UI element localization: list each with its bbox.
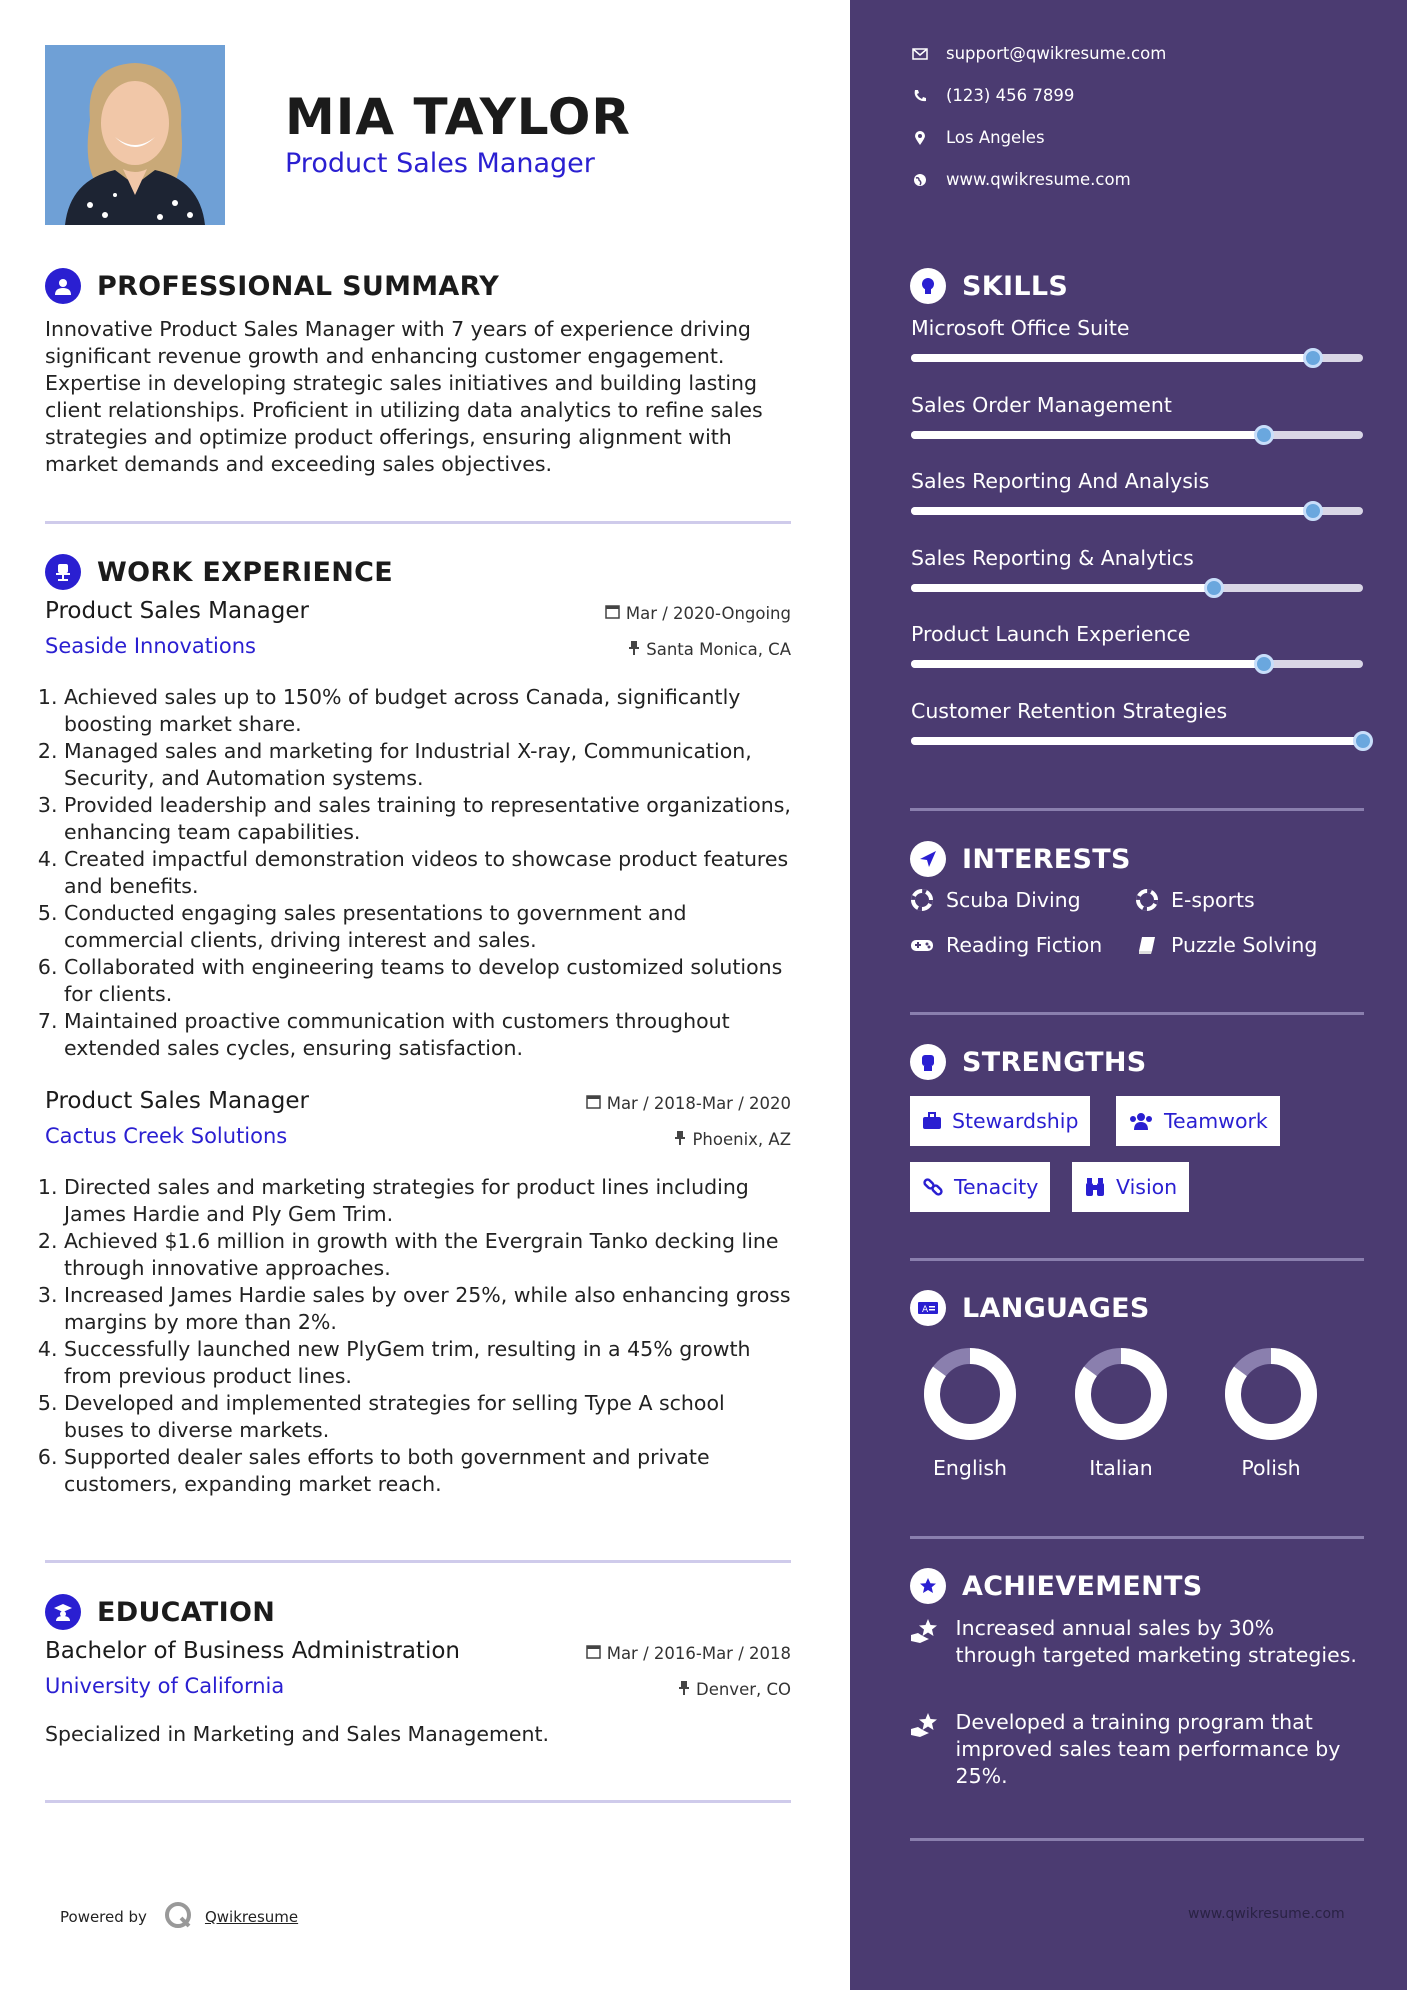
interest-item: Reading Fiction [910,933,1102,957]
summary-text: Innovative Product Sales Manager with 7 years of experience driving significant revenue growth and enhancing customer engagement. Expertise in developing strategic sales initiatives and building lasting client relationships. Proficient in utilizing data analytics to refine sales strategies and optimize product offerings, ensuring alignment with market demands and exceeding sales objectives. [45,317,763,476]
binoculars-icon [1084,1177,1106,1197]
job-entry [45,598,791,1062]
job-location: Phoenix, AZ [674,1130,791,1149]
powered-by: Powered by Qwikresume [60,1900,298,1934]
languages-heading: A LANGUAGES [910,1290,1150,1326]
summary-heading: PROFESSIONAL SUMMARY [45,268,499,304]
skill-bar-fill [911,507,1313,515]
paper-plane-icon [910,841,946,877]
job-date: Mar / 2018-Mar / 2020 [586,1094,791,1113]
skill-level-knob [1254,425,1274,445]
divider [910,808,1364,811]
divider [45,521,791,524]
life-ring-icon [910,889,934,911]
skills-heading: SKILLS [910,268,1068,304]
skill-name: Sales Reporting & Analytics [911,545,1194,570]
interest-item: Puzzle Solving [1135,933,1317,957]
life-ring-icon [1135,889,1159,911]
education-date: Mar / 2016-Mar / 2018 [586,1644,791,1663]
divider [910,1258,1364,1261]
achievements-heading: ACHIEVEMENTS [910,1568,1203,1604]
skill-name: Sales Reporting And Analysis [911,469,1210,493]
skill-item [911,469,1363,515]
pin-icon [628,640,640,659]
list-item: 7. Maintained proactive communication with customers throughout extended sales cycles, ensuring satisfaction. [64,1008,791,1062]
divider [45,1560,791,1563]
education-description: Specialized in Marketing and Sales Management. [45,1722,550,1746]
skill-bar-fill [911,354,1313,362]
strength-badge: Tenacity [910,1162,1050,1212]
lightbulb-icon [910,268,946,304]
calendar-icon [586,1094,601,1113]
list-item: 6. Collaborated with engineering teams to develop customized solutions for clients. [64,954,791,1008]
globe-icon [912,173,928,187]
skill-level-knob [1353,731,1373,751]
skill-name: Product Launch Experience [911,622,1191,646]
skill-bar-fill [911,584,1214,592]
map-marker-icon [912,130,928,146]
language-name: Italian [1089,1456,1153,1480]
job-company: Seaside Innovations [45,634,256,658]
achievement-item: Increased annual sales by 30% through targeted marketing strategies. [910,1615,1360,1669]
book-icon [1135,935,1159,955]
candidate-title: Product Sales Manager [285,148,595,179]
fist-icon [910,1044,946,1080]
phone-icon [912,89,928,103]
briefcase-icon [922,1112,942,1130]
star-hand-icon [910,1709,944,1790]
skill-item [911,699,1363,745]
chair-icon [45,554,81,590]
skill-bar [911,507,1363,515]
language-ring [1071,1344,1171,1444]
school: University of California [45,1674,285,1698]
interest-item: E-sports [1135,888,1255,912]
language-icon [910,1290,946,1326]
achievement-item: Developed a training program that improved sales team performance by 25%. [910,1709,1360,1790]
experience-heading: WORK EXPERIENCE [45,554,393,590]
pin-icon [678,1680,690,1699]
divider [45,1800,791,1803]
language-ring [1221,1344,1321,1444]
list-item: 2. Achieved $1.6 million in growth with the Evergrain Tanko decking line through innovative approaches. [64,1228,791,1282]
skill-bar [911,431,1363,439]
education-location: Denver, CO [678,1680,791,1699]
list-item: 1. Achieved sales up to 150% of budget across Canada, significantly boosting market share. [64,684,791,738]
language-item [1211,1344,1331,1480]
list-item: 3. Increased James Hardie sales by over 25%, while also enhancing gross margins by more than 2%. [64,1282,791,1336]
skill-name: Customer Retention Strategies [911,698,1228,723]
skill-bar [911,354,1363,362]
gamepad-icon [910,937,934,953]
skill-name: Sales Order Management [911,392,1172,417]
job-bullets [45,1174,791,1498]
strength-badge: Teamwork [1116,1096,1280,1146]
language-name: Polish [1241,1456,1301,1480]
skill-item [911,546,1363,592]
calendar-icon [605,604,620,623]
education-heading: EDUCATION [45,1594,275,1630]
language-item [1061,1344,1181,1480]
skill-level-knob [1204,578,1224,598]
graduate-icon [45,1594,81,1630]
job-title: Product Sales Manager [45,598,309,624]
skill-bar-fill [911,660,1264,668]
envelope-icon [912,48,928,60]
list-item: 6. Supported dealer sales efforts to both government and private customers, expanding market reach. [64,1444,791,1498]
footer-url[interactable]: www.qwikresume.com [1188,1906,1345,1922]
strengths-heading: STRENGTHS [910,1044,1147,1080]
list-item: 4. Successfully launched new PlyGem trim, resulting in a 45% growth from previous product lines. [64,1336,791,1390]
list-item: 1. Directed sales and marketing strategies for product lines including James Hardie and Ply Gem Trim. [64,1174,791,1228]
divider [910,1536,1364,1539]
list-item: 3. Provided leadership and sales training to representative organizations, enhancing team capabilities. [64,792,791,846]
skill-item [911,622,1363,668]
contact-phone[interactable]: (123) 456 7899 [912,86,1074,105]
job-location: Santa Monica, CA [628,640,791,659]
qwikresume-link[interactable]: Qwikresume [204,1908,299,1926]
skill-name: Microsoft Office Suite [911,316,1130,340]
contact-website[interactable]: www.qwikresume.com [912,170,1131,189]
skill-bar [911,737,1363,745]
language-ring [920,1344,1020,1444]
skill-item [911,393,1363,439]
job-bullets [45,684,791,1062]
list-item: 4. Created impactful demonstration videos to showcase product features and benefits. [64,846,791,900]
star-badge-icon [910,1568,946,1604]
divider [910,1012,1364,1015]
job-entry [45,1088,791,1498]
language-item [910,1344,1030,1480]
profile-photo [45,45,225,225]
interest-item: Scuba Diving [910,888,1081,912]
skill-level-knob [1254,654,1274,674]
skill-bar-fill [911,431,1264,439]
contact-email[interactable]: support@qwikresume.com [912,44,1166,63]
users-icon [1128,1111,1154,1131]
skill-bar [911,660,1363,668]
divider [910,1838,1364,1841]
job-company: Cactus Creek Solutions [45,1124,288,1148]
job-title: Product Sales Manager [45,1088,309,1114]
skill-item [911,316,1363,362]
qwikresume-logo-icon [163,1900,193,1934]
skill-bar [911,584,1363,592]
strength-badge: Stewardship [910,1096,1090,1146]
list-item: 2. Managed sales and marketing for Industrial X-ray, Communication, Security, and Automation systems. [64,738,791,792]
list-item: 5. Conducted engaging sales presentations to government and commercial clients, driving interest and sales. [64,900,791,954]
language-name: English [932,1456,1008,1480]
degree: Bachelor of Business Administration [45,1638,460,1664]
strength-badge: Vision [1072,1162,1189,1212]
calendar-icon [586,1644,601,1663]
pin-icon [674,1130,686,1149]
job-date: Mar / 2020-Ongoing [605,604,791,623]
interests-heading: INTERESTS [910,841,1131,877]
user-icon [45,268,81,304]
candidate-name: MIA TAYLOR [285,88,631,146]
svg-text:A: A [922,1305,929,1315]
education-entry [45,1638,791,1746]
link-icon [922,1176,944,1198]
contact-location: Los Angeles [912,128,1045,147]
skill-bar-fill [911,737,1363,745]
star-hand-icon [910,1615,944,1669]
list-item: 5. Developed and implemented strategies for selling Type A school buses to diverse markets. [64,1390,791,1444]
